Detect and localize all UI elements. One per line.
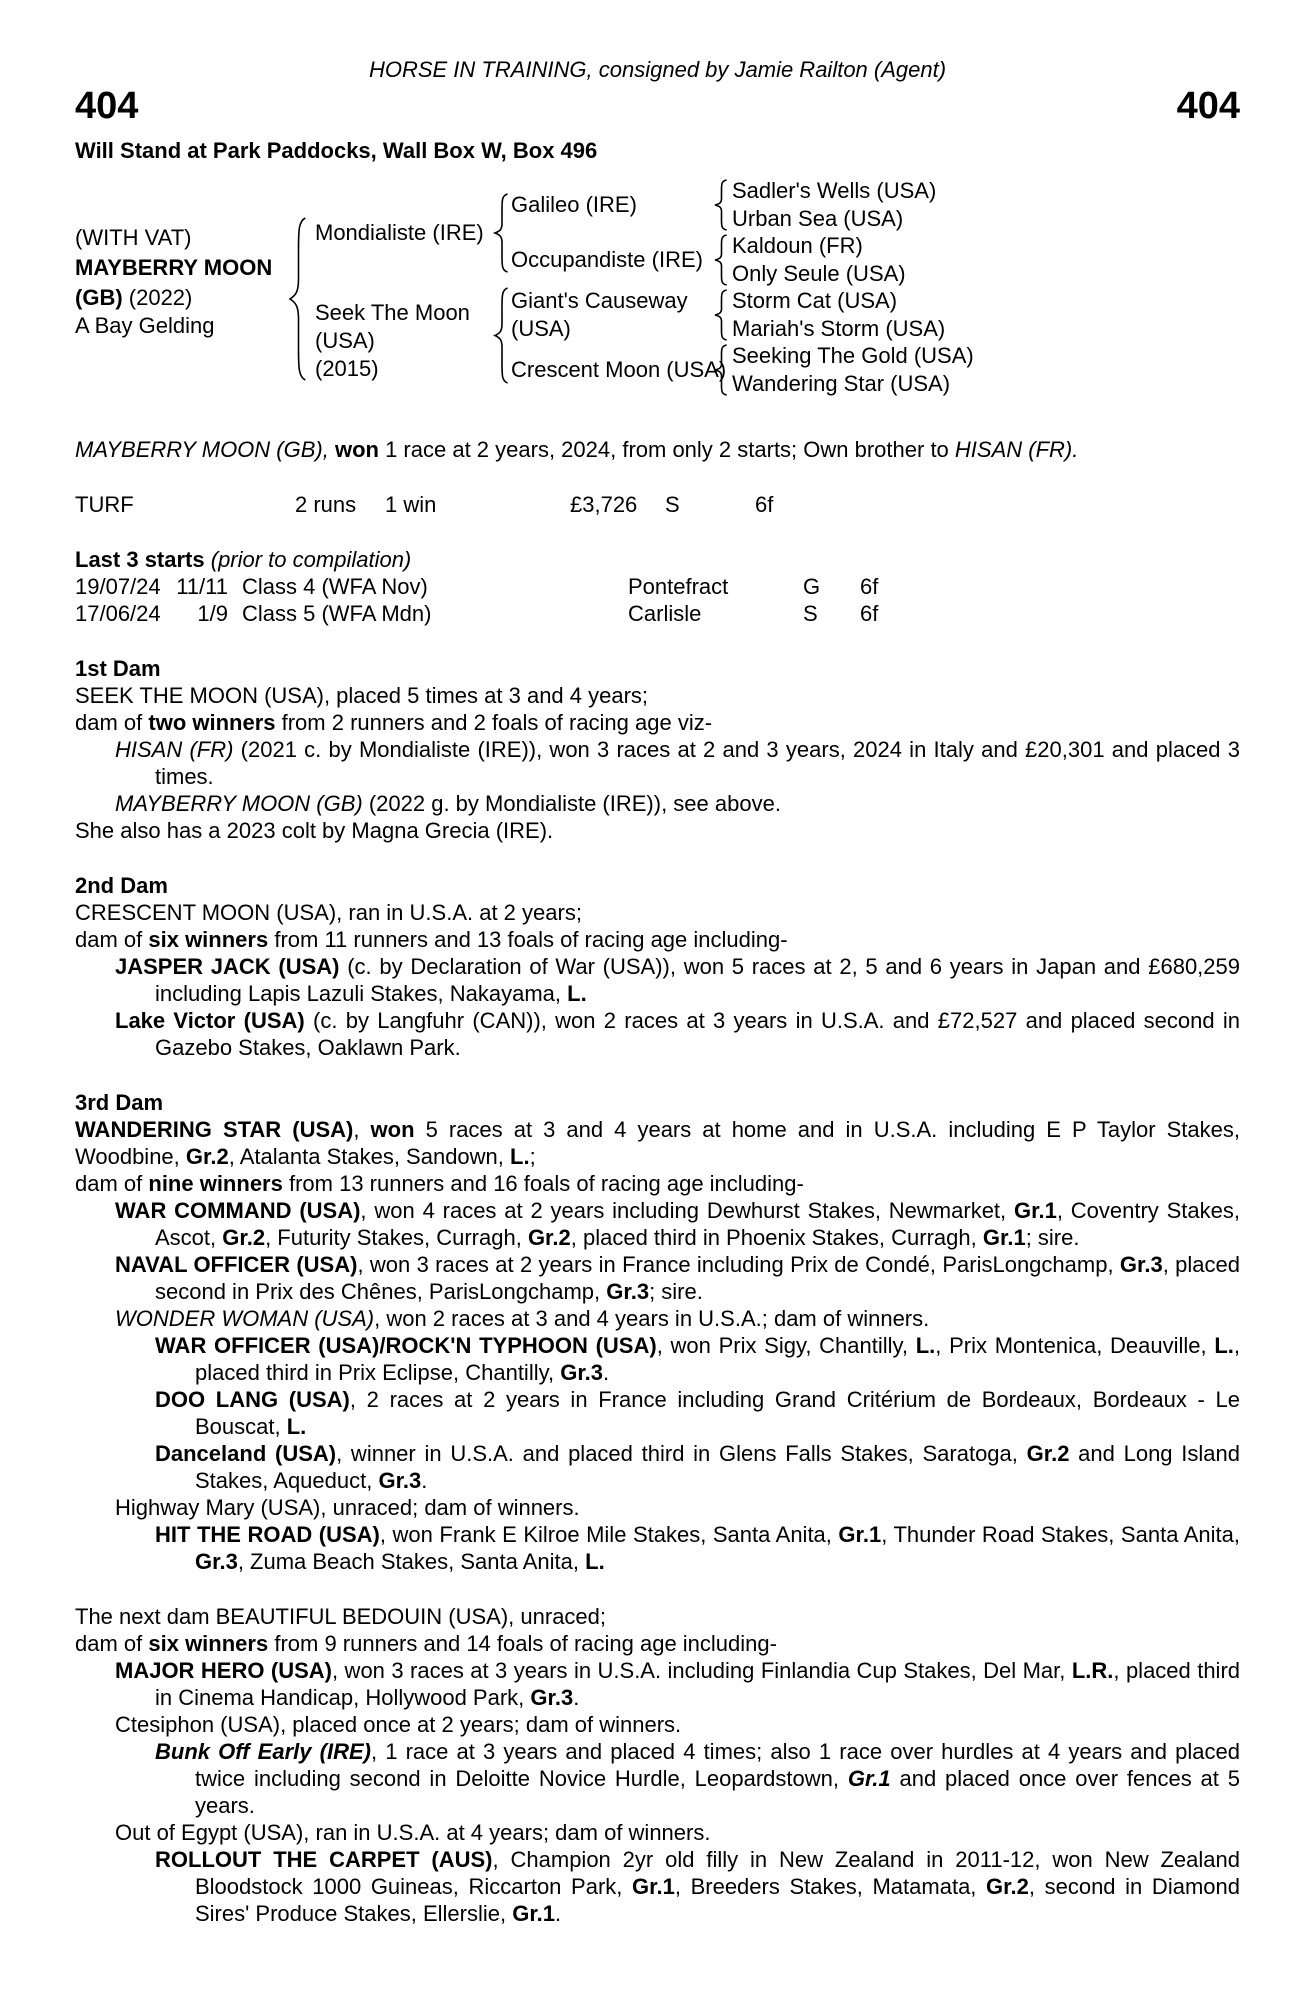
race-position: 1/9 (197, 601, 228, 626)
progeny-entry: HIT THE ROAD (USA), won Frank E Kilroe Mile Stakes, Santa Anita, Gr.1, Thunder Road Stakes, Santa Anita, Gr.3, Zuma Beach Stakes, Santa Anita, L. (155, 1522, 1240, 1574)
ancestor-name: Giant's Causeway (511, 288, 688, 313)
vat-note: (WITH VAT) (75, 225, 192, 250)
race-distance: 6f (860, 574, 879, 599)
lot-number-left: 404 (75, 85, 139, 127)
race-distance: 6f (860, 601, 879, 626)
dam-name-suffix: (USA) (315, 328, 375, 353)
ancestor-name: Only Seule (USA) (732, 261, 906, 286)
sire-name: Mondialiste (IRE) (315, 220, 484, 245)
race-going: G (803, 574, 821, 599)
page-header: HORSE IN TRAINING, consigned by Jamie Railton (Agent) (368, 57, 947, 82)
dam-name: Seek The Moon (315, 300, 470, 325)
section-heading-3rd-dam: 3rd Dam (75, 1090, 164, 1115)
dam-year: (2015) (315, 356, 379, 381)
ancestor-name: Sadler's Wells (USA) (732, 178, 937, 203)
progeny-entry: DOO LANG (USA), 2 races at 2 years in France including Grand Critérium de Bordeaux, Bordeaux - Le Bouscat, L. (155, 1387, 1241, 1439)
dam-line: The next dam BEAUTIFUL BEDOUIN (USA), unraced; (75, 1604, 607, 1629)
ancestor-name: Urban Sea (USA) (732, 206, 904, 231)
dam-line: She also has a 2023 colt by Magna Grecia (IRE). (75, 818, 554, 843)
dam-line: SEEK THE MOON (USA), placed 5 times at 3 and 4 years; (75, 683, 649, 708)
ancestor-name: Storm Cat (USA) (732, 288, 898, 313)
section-heading-2nd-dam: 2nd Dam (75, 873, 168, 898)
race-date: 19/07/24 (75, 574, 161, 599)
ancestor-name: Galileo (IRE) (511, 192, 637, 217)
progeny-entry: Danceland (USA), winner in U.S.A. and placed third in Glens Falls Stakes, Saratoga, Gr.2 and Long Island Stakes, Aqueduct, Gr.3. (155, 1441, 1240, 1493)
progeny-entry: WONDER WOMAN (USA), won 2 races at 3 and 4 years in U.S.A.; dam of winners. (115, 1306, 930, 1331)
ancestor-name: Seeking The Gold (USA) (732, 343, 974, 368)
pedigree-table (75, 170, 1240, 408)
race-position: 11/11 (176, 574, 228, 599)
brace-icon (715, 290, 728, 340)
progeny-entry: MAJOR HERO (USA), won 3 races at 3 years in U.S.A. including Finlandia Cup Stakes, Del Mar, L.R., placed third in Cinema Handicap, Hollywood Park, Gr.3. (115, 1658, 1241, 1710)
race-row (75, 573, 1240, 600)
stand-location: Will Stand at Park Paddocks, Wall Box W, Box 496 (75, 138, 598, 163)
distance-value: 6f (755, 492, 774, 517)
turf-label: TURF (75, 492, 134, 517)
lot-row (75, 85, 1240, 127)
ancestor-name: Wandering Star (USA) (732, 371, 951, 396)
horse-origin-year: (GB) (2022) (75, 285, 193, 310)
race-course: Pontefract (628, 574, 729, 599)
race-date: 17/06/24 (75, 601, 161, 626)
dam-line: dam of two winners from 2 runners and 2 foals of racing age viz- (75, 710, 713, 735)
progeny-entry: Bunk Off Early (IRE), 1 race at 3 years and placed 4 times; also 1 race over hurdles at 4 years and placed twice including second in Deloitte Novice Hurdle, Leopardstown, Gr.1 and placed once over fences at 5 years. (155, 1739, 1240, 1818)
progeny-entry: NAVAL OFFICER (USA), won 3 races at 2 years in France including Prix de Condé, ParisLongchamp, Gr.3, placed second in Prix des Chênes, ParisLongchamp, Gr.3; sire. (115, 1252, 1240, 1304)
progeny-entry: WAR OFFICER (USA)/ROCK'N TYPHOON (USA), won Prix Sigy, Chantilly, L., Prix Montenica, Deauville, L., placed third in Prix Eclipse, Chantilly, Gr.3. (155, 1333, 1241, 1385)
race-course: Carlisle (628, 601, 702, 626)
progeny-entry: ROLLOUT THE CARPET (AUS), Champion 2yr old filly in New Zealand in 2011-12, won New Zealand Bloodstock 1000 Guineas, Riccarton Park, Gr.1, Breeders Stakes, Matamata, Gr.2, second in Diamond Sires' Produce Stakes, Ellerslie, Gr.1. (155, 1847, 1240, 1926)
race-summary-paragraph: MAYBERRY MOON (GB), won 1 race at 2 years, 2024, from only 2 starts; Own brother to HISAN (FR). (75, 437, 1079, 462)
ancestor-name: Kaldoun (FR) (732, 233, 863, 258)
dam-line: WANDERING STAR (USA), won 5 races at 3 and 4 years at home and in U.S.A. including E P Taylor Stakes, Woodbine, Gr.2, Atalanta Stakes, Sandown, L.; (75, 1117, 1240, 1169)
dam-line: dam of six winners from 9 runners and 14 foals of racing age including- (75, 1631, 777, 1656)
section-heading-1st-dam: 1st Dam (75, 656, 161, 681)
turf-record-row (75, 491, 1240, 518)
progeny-entry: JASPER JACK (USA) (c. by Declaration of War (USA)), won 5 races at 2, 5 and 6 years in Japan and £680,259 including Lapis Lazuli Stakes, Nakayama, L. (115, 954, 1240, 1006)
horse-description: A Bay Gelding (75, 313, 215, 338)
race-going: S (803, 601, 818, 626)
wins-count: 1 win (385, 492, 437, 517)
brace-icon (495, 194, 509, 272)
runs-count: 2 runs (295, 492, 357, 517)
progeny-entry: Out of Egypt (USA), ran in U.S.A. at 4 years; dam of winners. (115, 1820, 711, 1845)
progeny-entry: MAYBERRY MOON (GB) (2022 g. by Mondialiste (IRE)), see above. (115, 791, 781, 816)
dam-line: dam of nine winners from 13 runners and 16 foals of racing age including- (75, 1171, 804, 1196)
ancestor-name-suffix: (USA) (511, 316, 571, 341)
brace-icon (290, 218, 307, 380)
progeny-entry: WAR COMMAND (USA), won 4 races at 2 years including Dewhurst Stakes, Newmarket, Gr.1, Coventry Stakes, Ascot, Gr.2, Futurity Stakes, Curragh, Gr.2, placed third in Phoenix Stakes, Curragh, Gr.1; sire. (115, 1198, 1240, 1250)
horse-name: MAYBERRY MOON (75, 255, 273, 280)
lot-number-right: 404 (1176, 85, 1240, 127)
ancestor-name: Occupandiste (IRE) (511, 247, 703, 272)
progeny-entry: HISAN (FR) (2021 c. by Mondialiste (IRE)), won 3 races at 2 and 3 years, 2024 in Italy and £20,301 and placed 3 times. (115, 737, 1240, 789)
brace-icon (715, 180, 728, 230)
ancestor-name: Mariah's Storm (USA) (732, 316, 946, 341)
brace-icon (495, 288, 509, 383)
brace-icon (715, 345, 728, 395)
race-class: Class 5 (WFA Mdn) (242, 601, 432, 626)
going-code: S (665, 492, 680, 517)
progeny-entry: Highway Mary (USA), unraced; dam of winners. (115, 1495, 580, 1520)
race-class: Class 4 (WFA Nov) (242, 574, 428, 599)
dam-line: dam of six winners from 11 runners and 13 foals of racing age including- (75, 927, 788, 952)
progeny-entry: Lake Victor (USA) (c. by Langfuhr (CAN)), won 2 races at 3 years in U.S.A. and £72,527 and placed second in Gazebo Stakes, Oaklawn Park. (115, 1008, 1241, 1060)
progeny-entry: Ctesiphon (USA), placed once at 2 years; dam of winners. (115, 1712, 682, 1737)
brace-icon (715, 235, 728, 285)
earnings-value: £3,726 (570, 492, 638, 517)
race-row (75, 600, 1240, 627)
dam-line: CRESCENT MOON (USA), ran in U.S.A. at 2 years; (75, 900, 582, 925)
last-starts-heading: Last 3 starts (prior to compilation) (75, 547, 412, 572)
ancestor-name: Crescent Moon (USA) (511, 357, 727, 382)
